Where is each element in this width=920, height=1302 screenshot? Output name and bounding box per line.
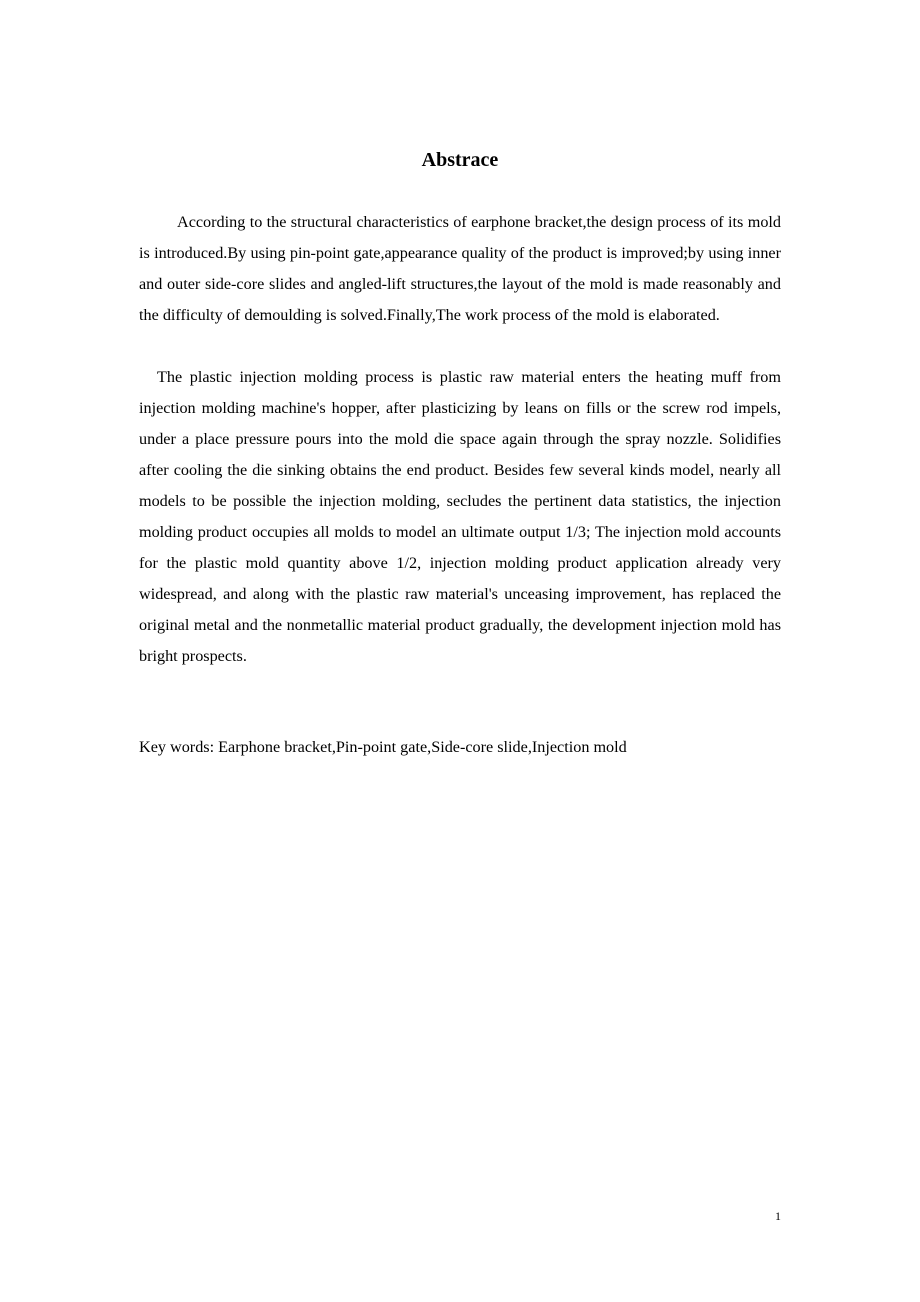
abstract-paragraph-2: The plastic injection molding process is plastic raw material enters the heating muff from injection molding machine's hopper, after plasticizing by leans on fills or the screw rod impels, under a place pressure pours into the mold die space again through the spray nozzle. Solidifies after cooling the die sinking obtains the end product. Besides few several kinds model, nearly all models to be possible the injection molding, secludes the pertinent data statistics, the injection molding product occupies all molds to model an ultimate output 1/3; The injection mold accounts for the plastic mold quantity above 1/2, injection molding product application already very widespread, and along with the plastic raw material's unceasing improvement, has replaced the original metal and the nonmetallic material product gradually, the development injection mold has bright prospects. [139,368,781,665]
keywords-line: Key words: Earphone bracket,Pin-point gate,Side-core slide,Injection mold [139,738,627,756]
page-title: Abstrace [421,149,499,171]
abstract-paragraph-1: According to the structural characteristics of earphone bracket,the design process of its mold is introduced.By using pin-point gate,appearance quality of the product is improved;by using inner and outer side-core slides and angled-lift structures,the layout of the mold is made reasonably and the difficulty of demoulding is solved.Finally,The work process of the mold is elaborated. [139,213,781,324]
page-number: 1 [775,1209,781,1223]
